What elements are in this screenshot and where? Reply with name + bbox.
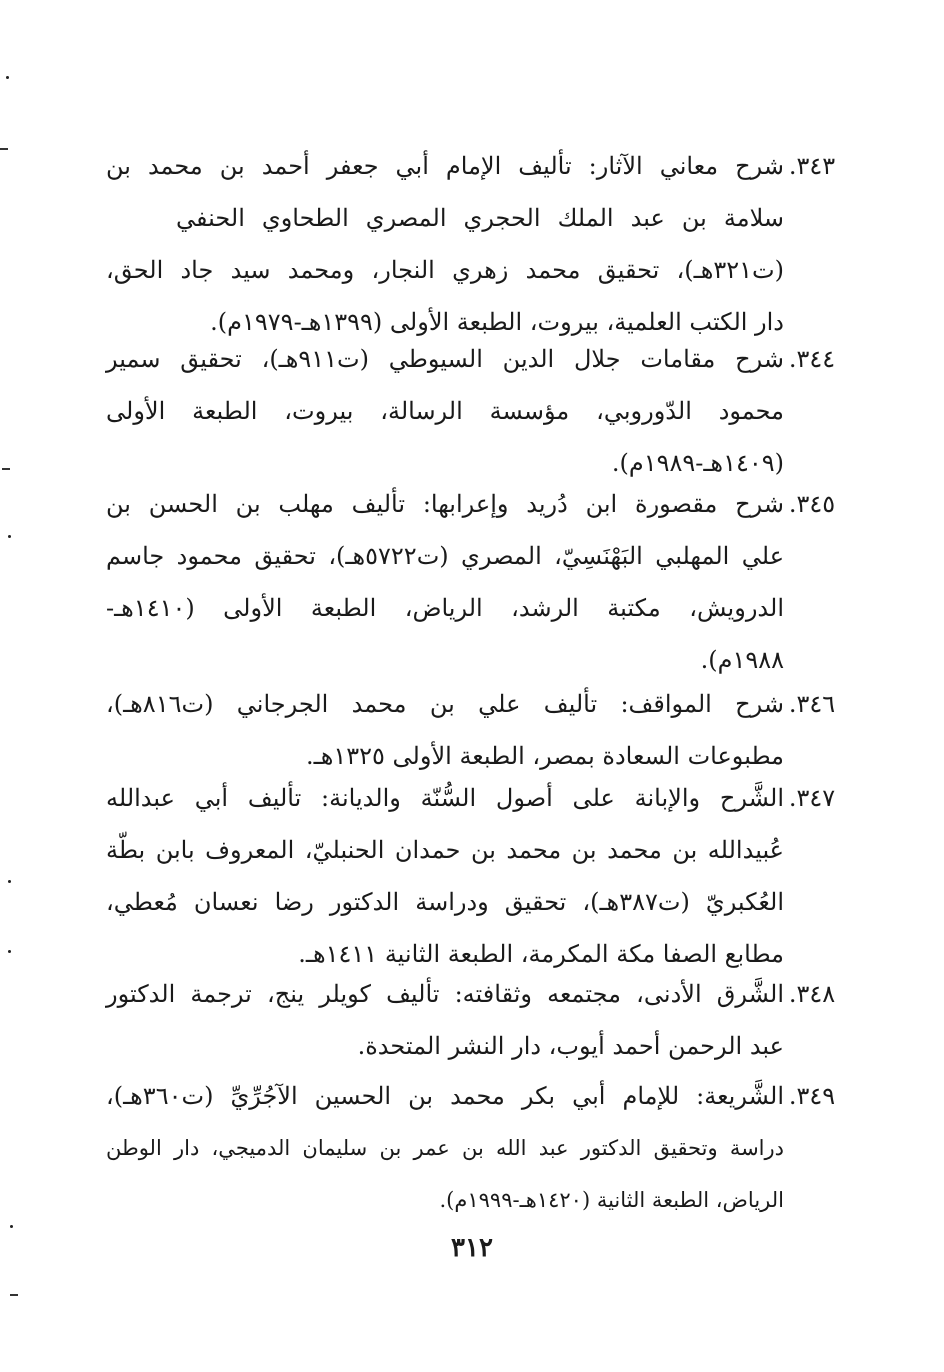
entry-line: الشَّريعة: للإمام أبي بكر محمد بن الحسين الآجُرِّيِّ (ت٣٦٠هـ)، [106,1082,784,1110]
entry-line: الدرويش، مكتبة الرشد، الرياض، الطبعة الأولى (١٤١٠هـ- [106,594,784,622]
scan-mark [10,1294,18,1296]
entry-line: الشَّرح والإبانة على أصول السُّنّة والديانة: تأليف أبي عبدالله [106,784,784,812]
scan-mark [8,950,11,953]
bibliography-entry-344 [106,333,836,489]
entry-line: ١٩٨٨م). [700,646,784,674]
entry-line: سلامة بن عبد الملك الحجري المصري الطحاوي الحنفي [176,204,784,232]
bibliography-entry-348 [106,968,836,1072]
bibliography-entry-345 [106,478,836,686]
entry-line: مطابع الصفا مكة المكرمة، الطبعة الثانية ١٤١١هـ. [298,940,784,968]
bibliography-entry-343 [106,140,836,348]
entry-line: (ت٣٢١هـ)، تحقيق محمد زهري النجار، ومحمد سيد جاد الحق، [106,256,784,284]
entry-line: العُكبريّ (ت٣٨٧هـ)، تحقيق ودراسة الدكتور رضا نعسان مُعطي، [106,888,784,916]
entry-line: (١٤٠٩هـ-١٩٨٩م). [611,449,784,477]
entry-line: شرح معاني الآثار: تأليف الإمام أبي جعفر أحمد بن محمد بن [106,152,785,180]
scan-mark [6,76,9,79]
entry-line: عبد الرحمن أحمد أيوب، دار النشر المتحدة. [357,1032,784,1060]
scan-mark [8,535,11,538]
scan-mark [0,148,8,150]
scan-mark [8,880,11,883]
entry-number: ٣٤٩. [788,1082,836,1110]
entry-number: ٣٤٦. [788,690,836,718]
bibliography-entry-346 [106,678,836,782]
entry-number: ٣٤٧. [788,784,836,812]
entry-line: دار الكتب العلمية، بيروت، الطبعة الأولى (١٣٩٩هـ-١٩٧٩م). [210,308,784,336]
entry-number: ٣٤٨. [788,980,836,1008]
entry-line: مطبوعات السعادة بمصر، الطبعة الأولى ١٣٢٥هـ. [306,742,784,770]
entry-line: علي المهلبي البَهْنَسِيّ، المصري (ت٥٧٢٢هـ)، تحقيق محمود جاسم [106,542,785,570]
bibliography-entry-349 [106,1070,836,1226]
entry-line: شرح مقامات جلال الدين السيوطي (ت٩١١هـ)، تحقيق سمير [106,345,785,373]
scan-mark [2,468,10,470]
entry-number: ٣٤٣. [788,152,836,180]
bibliography-entry-347 [106,772,836,980]
entry-number: ٣٤٥. [788,490,836,518]
entry-line: عُبيدالله بن محمد بن محمد بن حمدان الحنبليّ، المعروف بابن بطّة [106,836,784,864]
entry-line: الشَّرق الأدنى، مجتمعه وثقافته: تأليف كويلر ينج، ترجمة الدكتور [106,980,784,1008]
page-number: ٣١٢ [451,1233,493,1263]
scan-mark [10,1225,13,1228]
entry-line: محمود الدّوروبي، مؤسسة الرسالة، بيروت، الطبعة الأولى [106,397,784,425]
entry-line: شرح المواقف: تأليف علي بن محمد الجرجاني (ت٨١٦هـ)، [106,690,784,718]
entry-number: ٣٤٤. [788,345,836,373]
entry-line: دراسة وتحقيق الدكتور عبد الله بن عمر بن سليمان الدميجي، دار الوطن [106,1136,784,1160]
entry-line: شرح مقصورة ابن دُريد وإعرابها: تأليف مهلب بن الحسن بن [106,490,784,518]
entry-line: الرياض، الطبعة الثانية (١٤٢٠هـ-١٩٩٩م). [439,1188,784,1212]
